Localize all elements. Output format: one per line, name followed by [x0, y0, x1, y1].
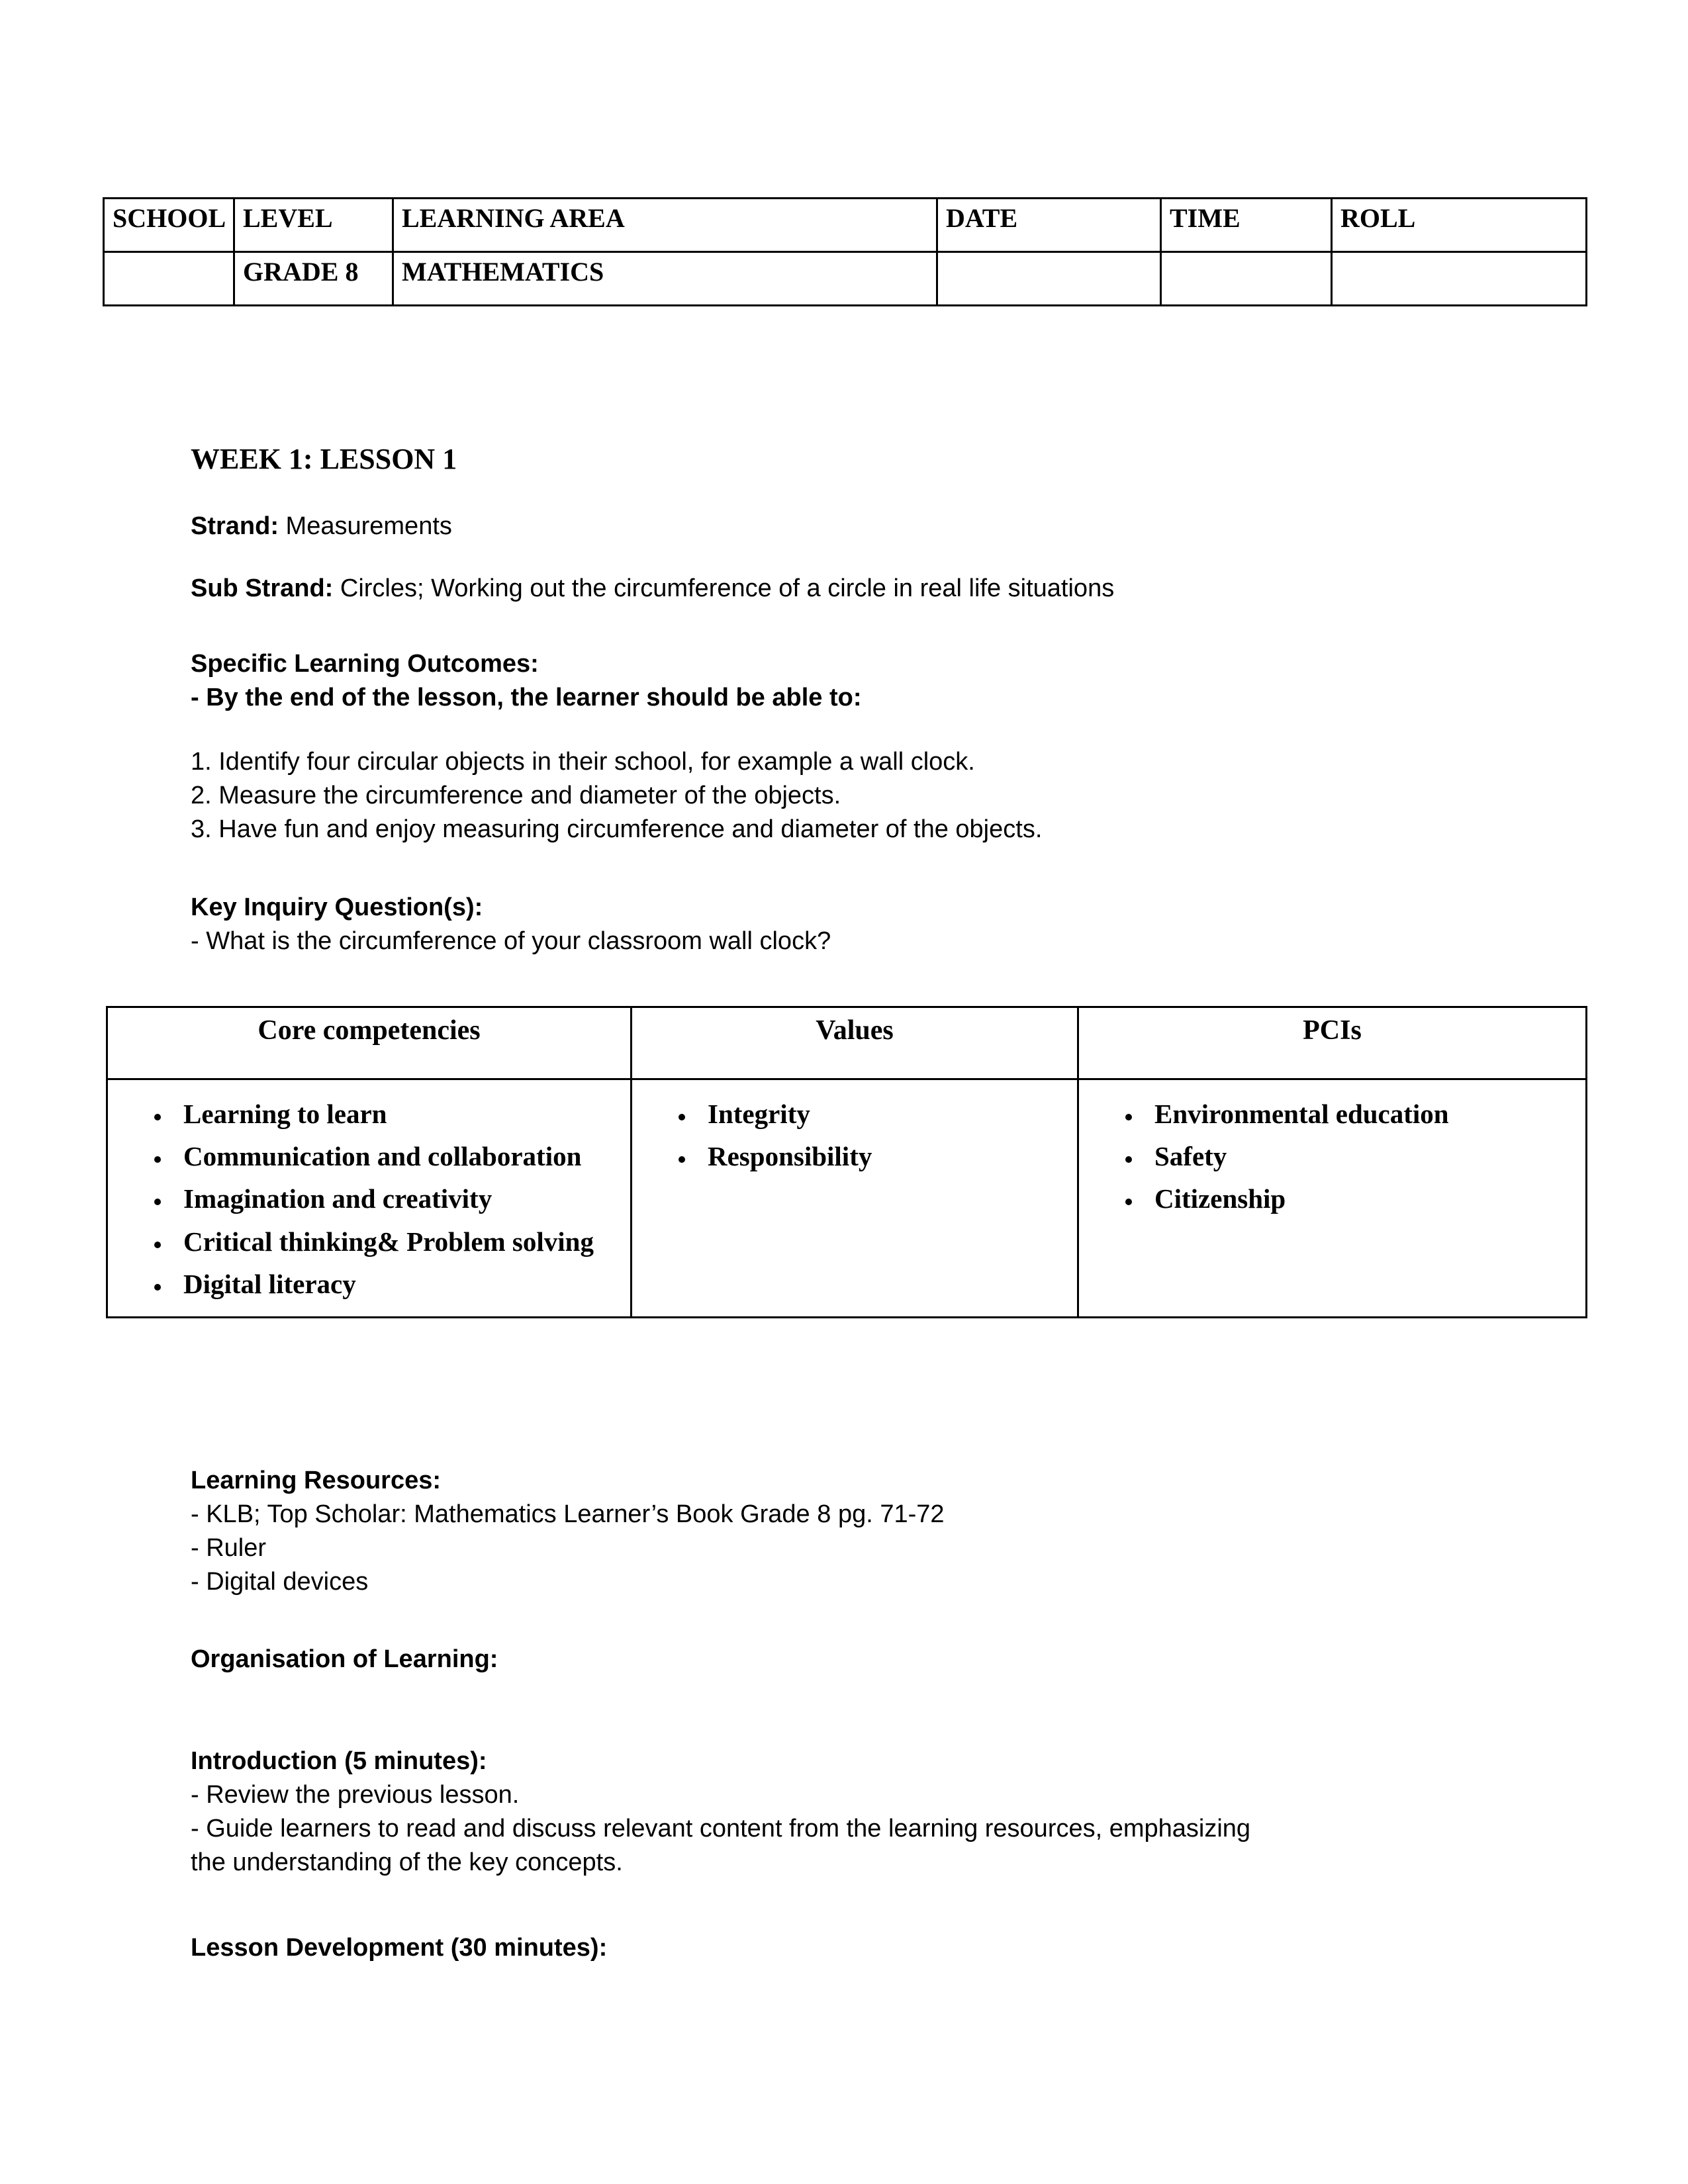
inquiry-heading: Key Inquiry Question(s): [191, 893, 483, 921]
list-item: - Review the previous lesson. [191, 1780, 520, 1809]
column-header-pcis: PCIs [1078, 1007, 1587, 1079]
list-item: • Critical thinking& Problem solving [171, 1222, 624, 1261]
list-item: 1. Identify four circular objects in their school, for example a wall clock. [191, 748, 975, 776]
list-item: the understanding of the key concepts. [191, 1848, 623, 1876]
core-competencies-list [115, 1095, 624, 1303]
cell-core-competencies [107, 1079, 632, 1318]
page-title: WEEK 1: LESSON 1 [191, 443, 457, 475]
list-item: • Learning to learn [171, 1095, 624, 1133]
header-cell-learning-area: LEARNING AREA [393, 199, 937, 252]
value-cell-time [1161, 252, 1332, 306]
list-item: - Digital devices [191, 1567, 369, 1596]
substrand-label: Sub Strand: [191, 574, 334, 602]
competencies-table [106, 1006, 1587, 1318]
strand-value: Measurements [279, 512, 452, 540]
table-row [107, 1079, 1587, 1318]
table-row-header [104, 199, 1587, 252]
list-item: 3. Have fun and enjoy measuring circumference and diameter of the objects. [191, 815, 1043, 843]
list-item: • Safety [1143, 1137, 1579, 1175]
list-item: • Environmental education [1143, 1095, 1579, 1133]
list-item: • Imagination and creativity [171, 1179, 624, 1218]
pcis-list [1086, 1095, 1579, 1218]
list-item: • Citizenship [1143, 1179, 1579, 1218]
list-item: • Responsibility [696, 1137, 1070, 1175]
list-item: • Communication and collaboration [171, 1137, 624, 1175]
list-item: - What is the circumference of your classroom wall clock? [191, 927, 831, 955]
organisation-heading: Organisation of Learning: [191, 1645, 498, 1673]
introduction-heading: Introduction (5 minutes): [191, 1747, 487, 1775]
value-cell-date [937, 252, 1161, 306]
list-item: - Ruler [191, 1533, 267, 1562]
header-cell-date: DATE [937, 199, 1161, 252]
list-item: 2. Measure the circumference and diameter of the objects. [191, 781, 841, 809]
outcomes-heading: Specific Learning Outcomes: [191, 650, 539, 678]
list-item: - Guide learners to read and discuss relevant content from the learning resources, emphasizing [191, 1814, 1251, 1843]
header-cell-roll: ROLL [1332, 199, 1587, 252]
cell-values [632, 1079, 1078, 1318]
strand-line [191, 510, 1554, 543]
list-item: - KLB; Top Scholar: Mathematics Learner’s Book Grade 8 pg. 71-72 [191, 1500, 945, 1528]
substrand-value: Circles; Working out the circumference of a circle in real life situations [333, 574, 1115, 602]
outcomes-subheading: - By the end of the lesson, the learner should be able to: [191, 683, 862, 711]
header-cell-time: TIME [1161, 199, 1332, 252]
substrand-line [191, 572, 1554, 606]
column-header-values: Values [632, 1007, 1078, 1079]
values-list [639, 1095, 1070, 1175]
table-row-header [107, 1007, 1587, 1079]
strand-label: Strand: [191, 512, 279, 540]
lesson-header-table [103, 197, 1587, 306]
column-header-core-competencies: Core competencies [107, 1007, 632, 1079]
list-item: • Digital literacy [171, 1265, 624, 1303]
value-cell-roll [1332, 252, 1587, 306]
value-cell-school [104, 252, 234, 306]
cell-pcis [1078, 1079, 1587, 1318]
header-cell-school: SCHOOL [104, 199, 234, 252]
table-row-values [104, 252, 1587, 306]
header-cell-level: LEVEL [234, 199, 393, 252]
value-cell-learning-area: MATHEMATICS [393, 252, 937, 306]
resources-heading: Learning Resources: [191, 1467, 441, 1494]
list-item: • Integrity [696, 1095, 1070, 1133]
lesson-development-heading: Lesson Development (30 minutes): [191, 1934, 608, 1962]
value-cell-level: GRADE 8 [234, 252, 393, 306]
